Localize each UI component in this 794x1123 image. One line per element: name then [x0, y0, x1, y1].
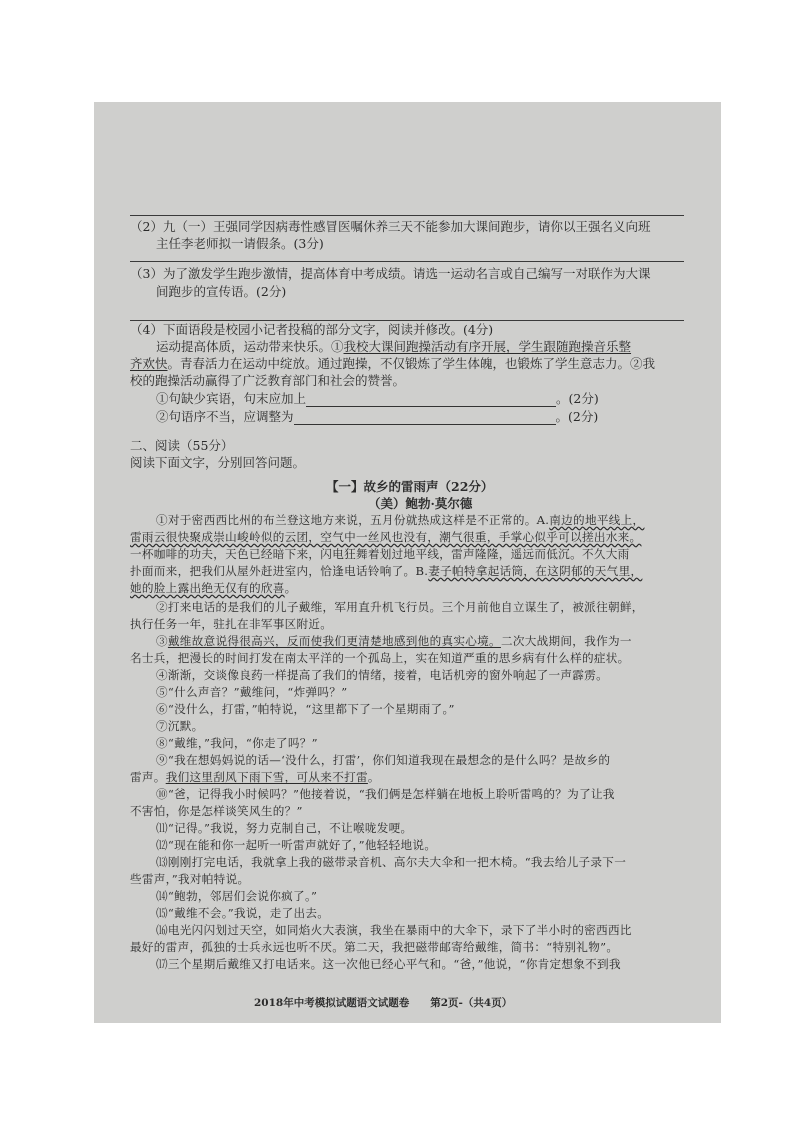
article-p14: ⒁“鲍勃，邻居们会说你疯了。” [156, 889, 318, 903]
q2-line2: 主任李老师拟一请假条。(3分) [156, 236, 324, 251]
article-p16-line1: ⒃电光闪闪划过天空，如同焰火大表演，我坐在暴雨中的大伞下，录下了半小时的密西西比 [156, 923, 632, 937]
article-p4: ④渐渐，交谈像良药一样提高了我们的情绪，接着，电话机旁的窗外响起了一声霹雳。 [156, 668, 608, 682]
page-footer: 2018年中考模拟试题语文试题卷 第2页-（共4页） [254, 997, 513, 1009]
text: ③ [156, 634, 168, 648]
article-title: 【一】故乡的雷雨声（22分） [326, 479, 494, 494]
marked-sentence-b: 妻子帕特拿起话筒，在这阴郁的天气里， [428, 564, 643, 578]
article-p8: ⑧“戴维，”我问，“你走了吗？” [156, 736, 318, 750]
article-p9-line1: ⑨“我在想妈妈说的话—‘没什么，打雷’，你们知道我现在最想念的是什么吗？是故乡的 [156, 753, 611, 767]
article-p1-line2 [130, 530, 641, 545]
text: 雷声。 [130, 770, 166, 784]
article-p10-line2: 不害怕，你是怎样谈笑风生的？” [130, 804, 303, 818]
q4-item2-score: 。(2分) [555, 409, 599, 424]
q4-text: 。青春活力在运动中绽放。通过跑操，不仅锻炼了学生体魄，也锻炼了学生意志力。②我 [167, 356, 656, 371]
article-p13-line2: 些雷声，”我对帕特说。 [130, 872, 250, 886]
q4-item2-prompt: ②句语序不当，应调整为 [156, 409, 294, 424]
article-p3-line1 [156, 634, 632, 649]
article-p2-line2: 执行任务一年，驻扎在非军事区附近。 [130, 617, 333, 631]
section-instruction: 阅读下面文字，分别回答问题。 [130, 455, 306, 470]
text: 。 [284, 581, 297, 595]
article-p17: ⒄三个星期后戴维又打电话来。这一次他已经心平气和。“爸，”他说，“你肯定想象不到我 [156, 957, 621, 971]
q4-paragraph-line2 [130, 356, 655, 372]
article-p16-line2: 最好的雷声，孤独的士兵永远也听不厌。第二天，我把磁带邮寄给戴维，简书：“特别礼物”。 [130, 940, 619, 954]
answer-line [130, 261, 684, 262]
article-p13-line1: ⒀刚刚打完电话，我就拿上我的磁带录音机、高尔夫大伞和一把木椅。“我去给儿子录下一 [156, 855, 627, 869]
q4-paragraph-line1 [156, 339, 631, 355]
article-p1-line5 [130, 581, 297, 596]
q4-text: 运动提高体质，运动带来快乐。① [156, 339, 344, 354]
text: 二次大战期间，我作为一 [500, 634, 632, 648]
marked-sentence-b: 她的脸上露出绝无仅有的欣喜 [130, 581, 285, 595]
q4-item2 [156, 409, 598, 425]
q4-item1 [156, 391, 599, 407]
text: 扑面而来，把我们从屋外赶进室内，恰逢电话铃响了。B. [130, 564, 429, 578]
answer-line [130, 215, 684, 216]
section-heading: 二、阅读（55分） [130, 438, 234, 453]
answer-blank[interactable] [294, 412, 556, 425]
marked-sentence-a: 南边的地平线上， [549, 513, 645, 527]
article-p12: ⑿“现在能和你一起听一听雷声就好了，”他轻轻地说。 [156, 838, 437, 852]
q4-underlined-sentence: 我校大课间跑操活动有序开展，学生跟随跑操音乐整 [343, 339, 632, 354]
text: ①对于密西西比州的布兰登这地方来说，五月份就热成这样是不正常的。A. [156, 513, 550, 527]
article-p6: ⑥“没什么，打雷，”帕特说，“这里都下了一个星期雨了。” [156, 702, 455, 716]
article-p1-line3: 一杯咖啡的功夫，天色已经暗下来，闪电狂舞着划过地平线，雷声隆隆，遥远而低沉。不久大雨 [130, 547, 630, 561]
underlined-sentence: 戴维故意说得很高兴，反而使我们更清楚地感到他的真实心境。 [167, 634, 501, 648]
underlined-sentence: 我们这里刮风下雨下雪，可从来不打雷 [165, 770, 368, 784]
q4-paragraph-line3: 校的跑操活动赢得了广泛教育部门和社会的赞誉。 [130, 373, 406, 388]
article-p7: ⑦沉默。 [156, 719, 204, 733]
q2-line1: （2）九（一）王强同学因病毒性感冒医嘱休养三天不能参加大课间跑步，请你以王强名义向班 [130, 219, 651, 234]
q4-line1: （4）下面语段是校园小记者投稿的部分文字，阅读并修改。(4分) [130, 322, 494, 337]
answer-blank[interactable] [306, 394, 556, 407]
article-p10-line1: ⑩“爸，记得我小时候吗？”他接着说，“我们俩是怎样躺在地板上聆听雷鸣的？为了让我 [156, 787, 615, 801]
q4-underlined-sentence-end: 齐欢快 [130, 356, 168, 371]
article-p3-line2: 名士兵，把漫长的时间打发在南太平洋的一个孤岛上，实在知道严重的思乡病有什么样的症状。 [130, 651, 630, 665]
answer-line [130, 320, 684, 321]
exam-page [94, 102, 721, 1023]
article-p1-line1 [156, 513, 644, 528]
article-p9-line2 [130, 770, 380, 785]
article-p2-line1: ②打来电话的是我们的儿子戴维，军用直升机飞行员。三个月前他自立谋生了，被派往朝鲜， [156, 600, 644, 614]
q3-line1: （3）为了激发学生跑步激情，提高体育中考成绩。请选一运动名言或自己编写一对联作为大课 [130, 266, 651, 281]
article-author: （美）鲍勃·莫尔德 [368, 496, 473, 511]
marked-sentence-a: 雷雨云很快聚成崇山峻岭似的云团，空气中一丝风也没有，潮气很重，手掌心似乎可以搓出水来。 [130, 530, 642, 544]
article-p15: ⒂“戴维不会。”我说，走了出去。 [156, 906, 330, 920]
q3-line2: 间跑步的宣传语。(2分) [156, 284, 287, 299]
article-p1-line4 [130, 564, 642, 579]
text: 。 [367, 770, 380, 784]
article-p5: ⑤“什么声音？”戴维问，“炸弹吗？” [156, 685, 348, 699]
article-p11: ⑾“记得。”我说，努力克制自己，不让喉咙发哽。 [156, 821, 413, 835]
q4-item1-score: 。(2分) [556, 391, 599, 406]
q4-item1-prompt: ①句缺少宾语，句末应加上 [156, 391, 307, 406]
